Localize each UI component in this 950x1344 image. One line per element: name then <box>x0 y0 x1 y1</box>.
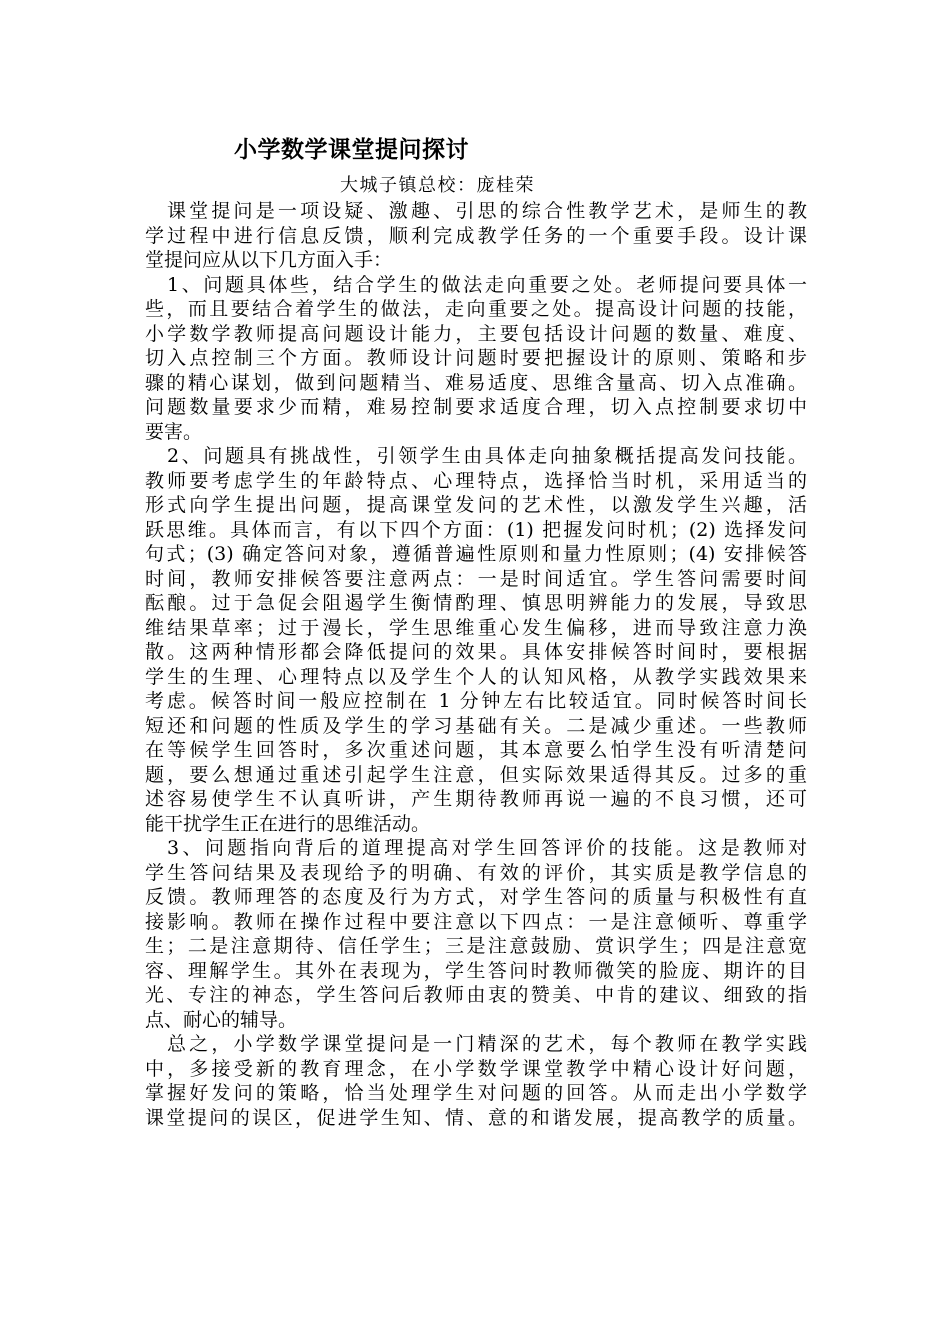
body-text-line: 时间，教师安排候答要注意两点：一是时间适宜。学生答问需要时间 <box>145 567 807 590</box>
body-text-line: 散。这两种情形都会降低提问的效果。具体安排候答时间时，要根据 <box>145 641 807 663</box>
body-text-line: 课堂提问是一项设疑、激趣、引思的综合性教学艺术，是师生的教 <box>167 200 807 222</box>
body-text-line: 点、耐心的辅导。 <box>145 1008 298 1031</box>
body-text-line: 1、问题具体些，结合学生的做法走向重要之处。老师提问要具体一 <box>167 273 807 296</box>
body-text-line: 光、专注的神态，学生答问后教师由衷的赞美、中肯的建议、细致的指 <box>145 984 807 1006</box>
body-text-line: 课堂提问的误区，促进学生知、情、意的和谐发展，提高教学的质量。 <box>145 1106 807 1129</box>
document-body <box>145 199 807 1130</box>
document-title: 小学数学课堂提问探讨 <box>234 136 469 163</box>
body-text-line: 些，而且要结合着学生的做法，走向重要之处。提高设计问题的技能， <box>145 298 807 320</box>
body-text-line: 述容易使学生不认真听讲，产生期待教师再说一遍的不良习惯，还可 <box>145 788 807 810</box>
body-text-line: 小学数学教师提高问题设计能力，主要包括设计问题的数量、难度、 <box>145 322 807 345</box>
body-text-line: 跃思维。具体而言，有以下四个方面：(1) 把握发问时机；(2) 选择发问 <box>145 518 807 541</box>
body-text-line: 切入点控制三个方面。教师设计问题时要把握设计的原则、策略和步 <box>145 347 807 369</box>
body-text-line: 题，要么想通过重述引起学生注意，但实际效果适得其反。过多的重 <box>145 763 807 786</box>
body-text-line: 要害。 <box>145 420 203 443</box>
body-text-line: 中，多接受新的教育理念，在小学数学课堂教学中精心设计好问题， <box>145 1057 807 1080</box>
body-text-line: 在等候学生回答时，多次重述问题，其本意要么怕学生没有听清楚问 <box>145 739 807 761</box>
body-text-line: 掌握好发问的策略，恰当处理学生对问题的回答。从而走出小学数学 <box>145 1082 807 1104</box>
body-text-line: 学过程中进行信息反馈，顺利完成教学任务的一个重要手段。设计课 <box>145 224 807 247</box>
body-text-line: 短还和问题的性质及学生的学习基础有关。二是减少重述。一些教师 <box>145 714 807 737</box>
body-text-line: 学生的生理、心理特点以及学生个人的认知风格，从教学实践效果来 <box>145 665 807 688</box>
body-text-line: 生；二是注意期待、信任学生；三是注意鼓励、赏识学生；四是注意宽 <box>145 935 807 957</box>
body-text-line: 句式；(3) 确定答问对象，遵循普遍性原则和量力性原则；(4) 安排候答 <box>145 543 807 565</box>
body-text-line: 2、问题具有挑战性，引领学生由具体走向抽象概括提高发问技能。 <box>167 445 807 467</box>
body-text-line: 骤的精心谋划，做到问题精当、难易适度、思维含量高、切入点准确。 <box>145 371 807 394</box>
body-text-line: 反馈。教师理答的态度及行为方式，对学生答问的质量与积极性有直 <box>145 886 807 908</box>
body-text-line: 形式向学生提出问题，提高课堂发问的艺术性，以激发学生兴趣，活 <box>145 494 807 516</box>
author-byline: 大城子镇总校：庞桂荣 <box>340 175 535 196</box>
body-text-line: 堂提问应从以下几方面入手： <box>145 249 393 271</box>
body-text-line: 维结果草率；过于漫长，学生思维重心发生偏移，进而导致注意力涣 <box>145 616 807 639</box>
body-text-line: 教师要考虑学生的年龄特点、心理特点，选择恰当时机，采用适当的 <box>145 469 807 492</box>
body-text-line: 接影响。教师在操作过程中要注意以下四点：一是注意倾听、尊重学 <box>145 910 807 933</box>
body-text-line: 容、理解学生。其外在表现为，学生答问时教师微笑的脸庞、期许的目 <box>145 959 807 982</box>
body-text-line: 考虑。候答时间一般应控制在 1 分钟左右比较适宜。同时候答时间长 <box>145 690 807 712</box>
body-text-line: 学生答问结果及表现给予的明确、有效的评价，其实质是教学信息的 <box>145 861 807 884</box>
body-text-line: 总之，小学数学课堂提问是一门精深的艺术，每个教师在教学实践 <box>167 1033 807 1055</box>
body-text-line: 能干扰学生正在进行的思维活动。 <box>145 812 431 835</box>
body-text-line: 酝酿。过于急促会阻遏学生衡情酌理、慎思明辨能力的发展，导致思 <box>145 592 807 614</box>
body-text-line: 问题数量要求少而精，难易控制要求适度合理，切入点控制要求切中 <box>145 396 807 418</box>
body-text-line: 3、问题指向背后的道理提高对学生回答评价的技能。这是教师对 <box>167 837 807 859</box>
